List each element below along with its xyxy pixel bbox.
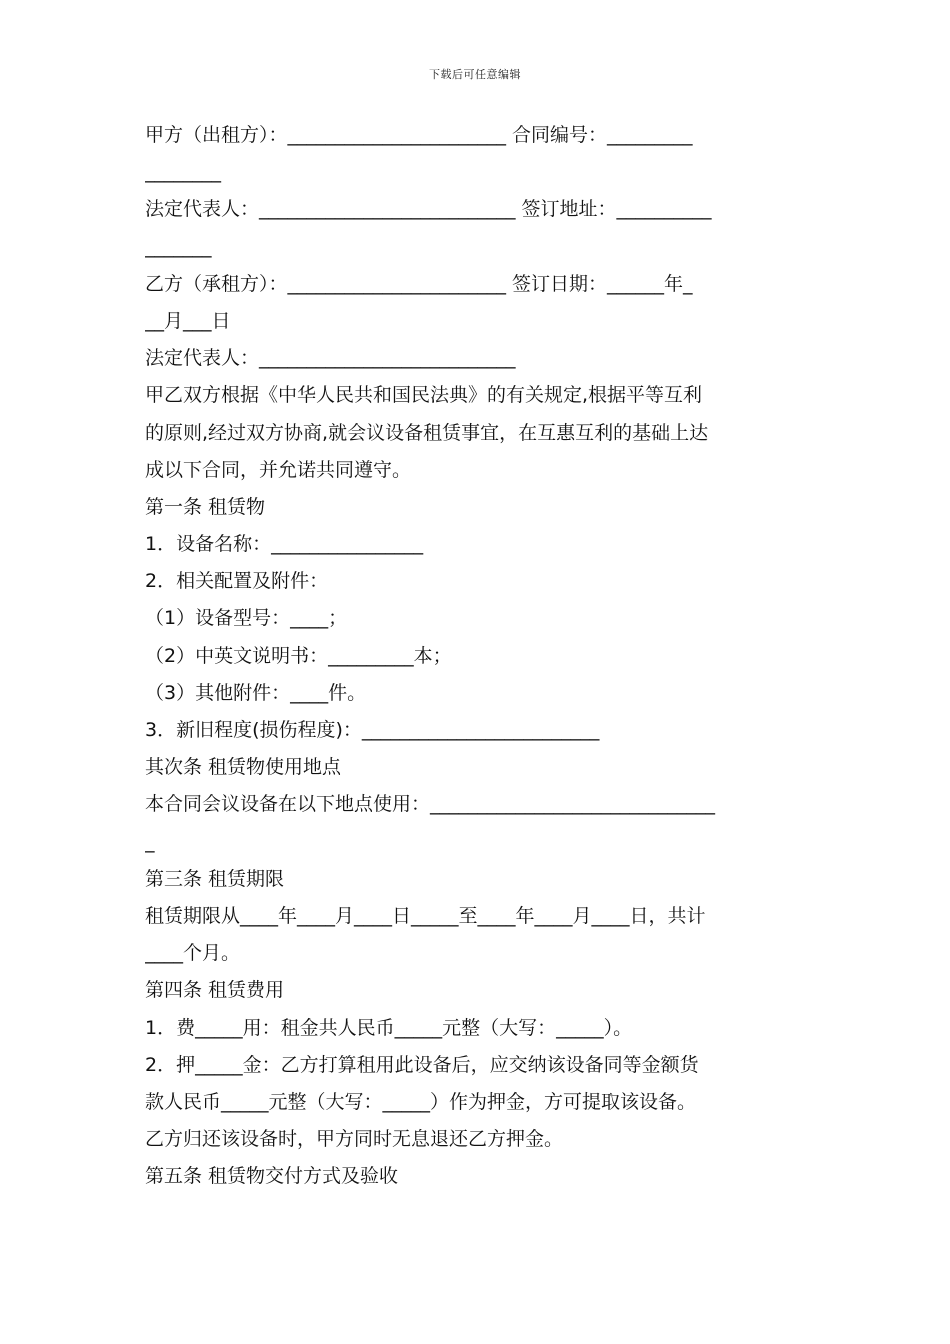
- equipment-model-line: （1）设备型号：____；: [145, 607, 348, 630]
- party-a-lessor-line: 甲方（出租方）：_______________________ 合同编号：_________: [145, 124, 693, 146]
- article-4-heading: 第四条 租赁费用: [145, 979, 285, 1002]
- condition-line: 3．新旧程度(损伤程度)：_________________________: [145, 719, 600, 741]
- preamble-line-2: 的原则,经过双方协商,就会议设备租赁事宜，在互惠互利的基础上达: [145, 421, 709, 444]
- lease-period-continuation: ____个月。: [145, 942, 241, 965]
- usage-location-continuation: _: [145, 830, 155, 853]
- signing-address-continuation: _______: [145, 235, 212, 258]
- contract-body: [145, 117, 807, 1195]
- article-2-heading: 其次条 租赁物使用地点: [145, 756, 342, 779]
- usage-location-line: 本合同会议设备在以下地点使用：______________________________: [145, 793, 716, 816]
- lease-period-line: 租赁期限从____年____月____日_____至____年____月____日，共计: [145, 904, 706, 927]
- page-header-note: 下载后可任意编辑: [429, 68, 521, 81]
- preamble-line-3: 成以下合同，并允诺共同遵守。: [145, 458, 412, 481]
- article-3-heading: 第三条 租赁期限: [145, 867, 285, 890]
- deposit-line-2: 款人民币_____元整（大写：_____）作为押金，方可提取该设备。: [145, 1090, 697, 1113]
- party-b-lessee-line: 乙方（承租方）：_______________________ 签订日期：______年_: [145, 272, 693, 295]
- party-a-legal-rep-line: 法定代表人：___________________________ 签订地址：__________: [145, 198, 712, 221]
- signing-date-continuation: __月___日: [145, 309, 231, 332]
- manual-line: （2）中英文说明书：_________本；: [145, 644, 452, 667]
- article-5-heading: 第五条 租赁物交付方式及验收: [145, 1165, 399, 1188]
- preamble-line-1: 甲乙双方根据《中华人民共和国民法典》的有关规定,根据平等互利: [145, 384, 703, 407]
- deposit-line-3: 乙方归还该设备时，甲方同时无息退还乙方押金。: [145, 1128, 564, 1151]
- equipment-name-line: 1．设备名称：________________: [145, 533, 424, 556]
- article-1-heading: 第一条 租赁物: [145, 495, 266, 518]
- party-b-legal-rep-line: 法定代表人：___________________________: [145, 347, 516, 370]
- config-accessories-line: 2．相关配置及附件：: [145, 570, 329, 593]
- other-accessories-line: （3）其他附件：____件。: [145, 681, 367, 704]
- rent-fee-line: 1．费_____用：租金共人民币_____元整（大写：_____）。: [145, 1016, 633, 1039]
- contract-number-continuation: ________: [145, 161, 221, 184]
- deposit-line-1: 2．押_____金：乙方打算租用此设备后，应交纳该设备同等金额货: [145, 1053, 699, 1076]
